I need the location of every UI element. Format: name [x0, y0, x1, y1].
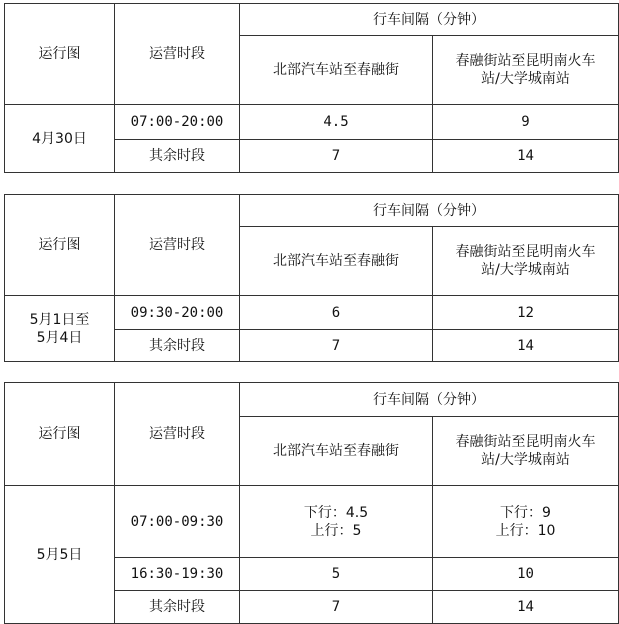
interval-a-cell: 7 [240, 591, 433, 624]
header-segment-b-line2: 站/大学城南站 [481, 452, 570, 468]
header-segment-a: 北部汽车站至春融街 [240, 417, 433, 486]
period-cell: 07:00-09:30 [115, 486, 240, 558]
header-period: 运营时段 [115, 383, 240, 486]
schedule-table-apr30 [4, 3, 619, 173]
header-segment-b-line1: 春融街站至昆明南火车 [455, 434, 596, 450]
header-segment-b-line1: 春融街站至昆明南火车 [455, 53, 596, 69]
header-interval: 行车间隔（分钟） [240, 383, 619, 417]
interval-b-cell: 14 [433, 591, 619, 624]
header-segment-b-line2: 站/大学城南站 [481, 262, 570, 278]
interval-b-cell: 14 [433, 140, 619, 173]
header-segment-b [433, 417, 619, 486]
date-cell [5, 296, 115, 362]
interval-a-up: 上行：5 [310, 522, 362, 539]
interval-b-cell: 9 [433, 105, 619, 140]
header-diagram: 运行图 [5, 383, 115, 486]
schedule-table-may5 [4, 382, 619, 624]
date-cell: 5月5日 [5, 486, 115, 624]
interval-a-cell: 7 [240, 330, 433, 362]
interval-a-cell: 6 [240, 296, 433, 330]
header-segment-b-line1: 春融街站至昆明南火车 [455, 244, 596, 260]
header-diagram: 运行图 [5, 4, 115, 105]
header-segment-a: 北部汽车站至春融街 [240, 227, 433, 296]
period-cell: 其余时段 [115, 140, 240, 173]
header-segment-b-line2: 站/大学城南站 [481, 71, 570, 87]
interval-b-cell [433, 486, 619, 558]
date-line2: 5月4日 [36, 329, 83, 346]
header-segment-b [433, 36, 619, 105]
interval-b-cell: 14 [433, 330, 619, 362]
header-interval: 行车间隔（分钟） [240, 4, 619, 36]
interval-a-down: 下行：4.5 [303, 504, 369, 521]
header-diagram: 运行图 [5, 195, 115, 296]
header-segment-b [433, 227, 619, 296]
header-segment-a: 北部汽车站至春融街 [240, 36, 433, 105]
header-interval: 行车间隔（分钟） [240, 195, 619, 227]
date-cell: 4月30日 [5, 105, 115, 173]
interval-b-down: 下行：9 [500, 504, 551, 521]
schedule-table-may1-4 [4, 194, 619, 362]
period-cell: 09:30-20:00 [115, 296, 240, 330]
interval-b-cell: 12 [433, 296, 619, 330]
interval-b-up: 上行：10 [495, 522, 556, 539]
header-period: 运营时段 [115, 195, 240, 296]
date-line1: 5月1日至 [29, 311, 90, 328]
period-cell: 其余时段 [115, 330, 240, 362]
period-cell: 16:30-19:30 [115, 558, 240, 591]
interval-a-cell [240, 486, 433, 558]
interval-a-cell: 5 [240, 558, 433, 591]
period-cell: 其余时段 [115, 591, 240, 624]
period-cell: 07:00-20:00 [115, 105, 240, 140]
interval-a-cell: 7 [240, 140, 433, 173]
header-period: 运营时段 [115, 4, 240, 105]
interval-a-cell: 4.5 [240, 105, 433, 140]
interval-b-cell: 10 [433, 558, 619, 591]
